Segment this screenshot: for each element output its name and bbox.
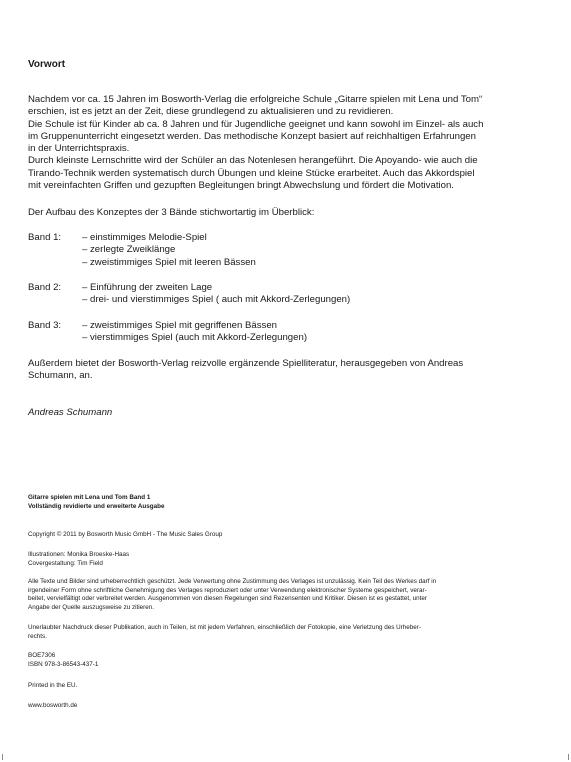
- text-line: beitet, vervielfältigt oder verbreitet werden. Ausgenommen von diesen Regelungen sind Rezensenten und Kritiker. Diesen ist es gestattet, unter: [28, 595, 428, 603]
- band-label: Band 2:: [28, 282, 62, 293]
- text-line: Nachdem vor ca. 15 Jahren im Bosworth-Verlag die erfolgreiche Schule „Gitarre spielen mit Lena und Tom“: [28, 94, 483, 105]
- text-line: rechts.: [28, 632, 47, 640]
- text-line: Die Schule ist für Kinder ab ca. 8 Jahren und für Jugendliche geeignet und kann sowohl im Einzel- als auch: [28, 118, 484, 130]
- band-item: – zweistimmiges Spiel mit leeren Bässen: [82, 256, 256, 268]
- text-line: Tirando-Technik werden systematisch durch Übungen und kleine Stücke erarbeitet. Auch das Akkordspiel: [28, 167, 475, 179]
- credits: [28, 551, 500, 568]
- closing-paragraph: [28, 358, 528, 383]
- imprint-subtitle-line: Vollständig revidierte und erweiterte Ausgabe: [28, 502, 165, 510]
- crop-mark: [2, 754, 3, 760]
- cover-design-line: Covergestaltung: Tim Field: [28, 559, 103, 567]
- text-line: mit vereinfachten Griffen und gezupften Begleitungen bringt Abwechslung und fördert die Motivation.: [28, 180, 454, 192]
- text-line: Alle Texte und Bilder sind urheberrechtlich geschützt. Jede Verwertung ohne Zustimmung des Verlages ist unzulässig. Kein Teil des Werkes darf in: [28, 578, 437, 585]
- band-label: Band 3:: [28, 320, 62, 331]
- band-item: – Einführung der zweiten Lage: [82, 282, 213, 293]
- illustrator-line: Illustrationen: Monika Broeske-Haas: [28, 551, 130, 558]
- text-line: Angabe der Quelle auszugsweise zu zitieren.: [28, 603, 155, 611]
- text-line: Schumann, an.: [28, 370, 93, 382]
- imprint-title-line: Gitarre spielen mit Lena und Tom Band 1: [28, 494, 151, 501]
- band-item: – einstimmiges Melodie-Spiel: [82, 232, 207, 243]
- website-link[interactable]: www.bosworth.de: [28, 702, 78, 709]
- band-items: [82, 232, 256, 269]
- text-line: irgendeiner Form ohne schriftliche Genehmigung des Verlages reproduziert oder unter Verwendung elektronischer Systeme gespeichert, verar-: [28, 586, 427, 594]
- crop-mark: [568, 754, 569, 760]
- band-items: [82, 320, 307, 345]
- imprint-title: [28, 494, 500, 511]
- text-line: erschien, ist es jetzt an der Zeit, diese grundlegend zu aktualisieren und zu revidieren.: [28, 106, 394, 118]
- page-title: Vorwort: [28, 59, 66, 70]
- author-signature: Andreas Schumann: [28, 407, 113, 418]
- copyright-line: Copyright © 2011 by Bosworth Music GmbH - The Music Sales Group: [28, 531, 223, 538]
- text-line: im Gruppenunterricht eingesetzt werden. Das methodische Konzept basiert auf reichhaltigen Erfahrungen: [28, 130, 476, 142]
- text-line: Außerdem bietet der Bosworth-Verlag reizvolle ergänzende Spielliteratur, herausgegeben von Andreas: [28, 358, 464, 369]
- printed-line: Printed in the EU.: [28, 682, 78, 689]
- band-item: – zweistimmiges Spiel mit gegriffenen Bässen: [82, 320, 277, 331]
- band-item: – vierstimmiges Spiel (auch mit Akkord-Zerlegungen): [82, 332, 308, 344]
- catalog-info: [28, 652, 500, 669]
- text-line: Durch kleinste Lernschritte wird der Schüler an das Notenlesen herangeführt. Die Apoyando- wie auch die: [28, 155, 478, 167]
- piracy-notice: [28, 624, 500, 641]
- band-item: – zerlegte Zweiklänge: [82, 244, 176, 256]
- band-items: [82, 282, 350, 307]
- isbn: ISBN 978-3-86543-437-1: [28, 660, 99, 668]
- overview-line: Der Aufbau des Konzeptes der 3 Bände stichwortartig im Überblick:: [28, 207, 315, 218]
- catalog-number: BOE7306: [28, 652, 56, 659]
- band-label: Band 1:: [28, 232, 62, 243]
- text-line: in der Unterrichtspraxis.: [28, 143, 130, 155]
- intro-paragraph: [28, 94, 528, 192]
- rights-notice: [28, 578, 500, 612]
- text-line: Unerlaubter Nachdruck dieser Publikation, auch in Teilen, ist mit jedem Verfahren, einschließlich der Fotokopie, eine Verletzung des Urheber-: [28, 624, 421, 631]
- band-item: – drei- und vierstimmiges Spiel ( auch mit Akkord-Zerlegungen): [82, 294, 351, 306]
